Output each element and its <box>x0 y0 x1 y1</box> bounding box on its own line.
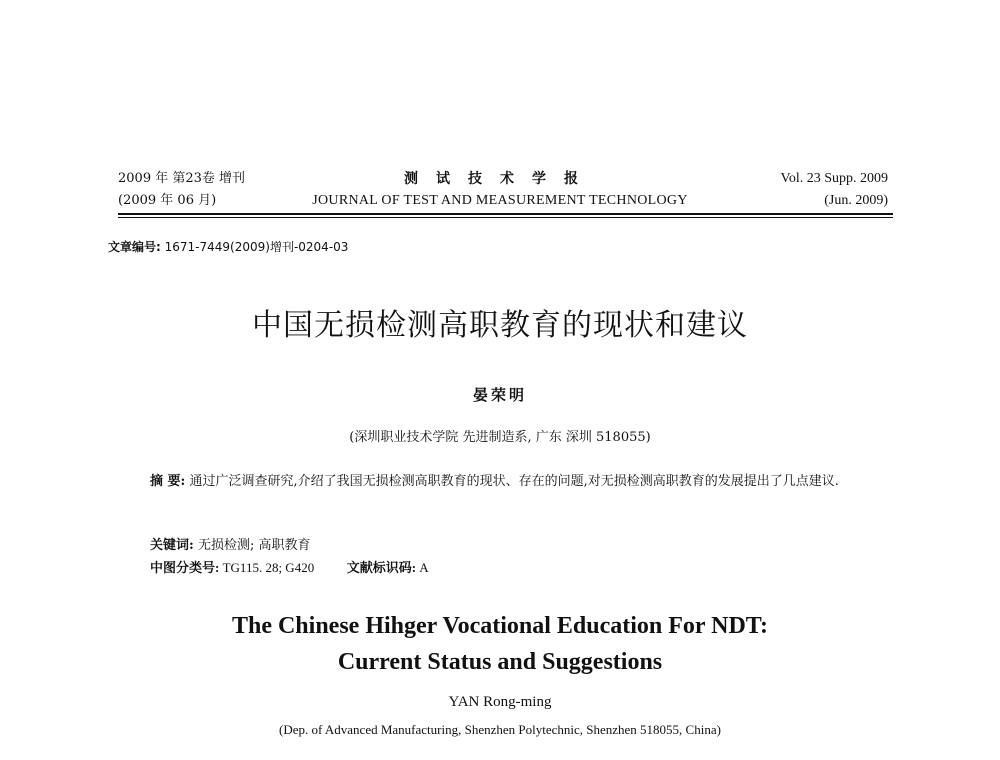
author-en: YAN Rong-ming <box>448 694 552 710</box>
article-number <box>108 238 348 255</box>
keywords-label: 关键词: <box>150 538 194 553</box>
abstract-text: 通过广泛调查研究,介绍了我国无损检测高职教育的现状、存在的问题,对无损检测高职教育的发展提出了几点建议. <box>189 474 839 489</box>
header-date-line: (2009 年 06 月) <box>118 193 217 208</box>
doc-code-label: 文献标识码: <box>346 560 417 575</box>
doc-code-value: A <box>419 560 429 575</box>
clc-value: TG115. 28; G420 <box>222 560 315 575</box>
abstract-label: 摘 要: <box>150 474 186 489</box>
title-en-line2: Current Status and Suggestions <box>337 649 663 675</box>
paper-title-cn: 中国无损检测高职教育的现状和建议 <box>252 308 748 343</box>
header-issue-info <box>118 168 245 212</box>
classification-line <box>150 557 429 576</box>
header-journal-name <box>290 168 710 212</box>
abstract-cn <box>150 470 870 493</box>
paper-title-en <box>0 608 1000 680</box>
affiliation-cn: (深圳职业技术学院 先进制造系, 广东 深圳 518055) <box>349 430 651 445</box>
header-volume-info <box>781 168 888 212</box>
clc-label: 中图分类号: <box>150 560 220 575</box>
header-month-line: (Jun. 2009) <box>824 193 888 208</box>
author-cn: 晏荣明 <box>472 386 527 404</box>
article-number-value: 1671-7449(2009)增刊-0204-03 <box>164 240 349 254</box>
header-volume-line: Vol. 23 Supp. 2009 <box>780 171 888 186</box>
article-number-label: 文章编号: <box>108 240 161 254</box>
title-en-line1: The Chinese Hihger Vocational Education For NDT: <box>231 613 769 639</box>
journal-name-en: JOURNAL OF TEST AND MEASUREMENT TECHNOLOGY <box>312 193 688 208</box>
affiliation-en: (Dep. of Advanced Manufacturing, Shenzhen Polytechnic, Shenzhen 518055, China) <box>279 722 721 737</box>
keywords-cn <box>150 534 310 553</box>
journal-name-cn: 测试技术学报 <box>404 171 596 187</box>
header-rule-thick <box>118 213 893 215</box>
keywords-text: 无损检测; 高职教育 <box>197 538 311 553</box>
header-issue-line: 2009 年 第23卷 增刊 <box>118 171 246 186</box>
header-rule-thin <box>118 217 893 218</box>
